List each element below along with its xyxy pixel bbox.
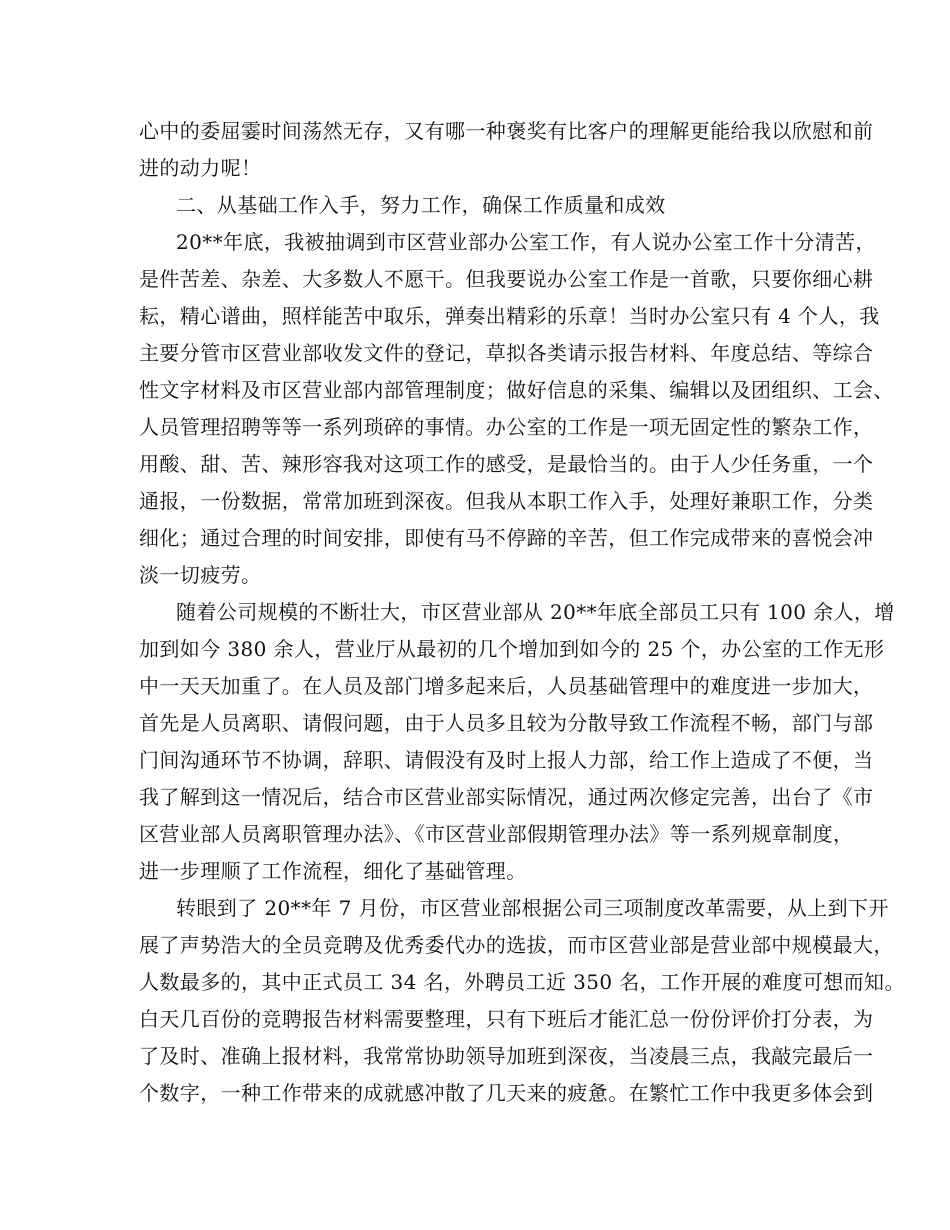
text-line: 进的动力呢！	[139, 156, 262, 180]
text-line: 通报，一份数据，常常加班到深夜。但我从本职工作入手，处理好兼职工作，分类	[139, 489, 874, 513]
text-line: 进一步理顺了工作流程，细化了基础管理。	[139, 859, 527, 883]
text-line: 心中的委屈霎时间荡然无存，又有哪一种褒奖有比客户的理解更能给我以欣慰和前	[139, 119, 874, 143]
text-line: 门间沟通环节不协调，辞职、请假没有及时上报人力部，给工作上造成了不便，当	[139, 748, 874, 772]
text-line: 了及时、准确上报材料，我常常协助领导加班到深夜，当凌晨三点，我敲完最后一	[139, 1044, 874, 1068]
section-heading: 二、从基础工作入手，努力工作，确保工作质量和成效	[176, 193, 666, 217]
text-line: 是件苦差、杂差、大多数人不愿干。但我要说办公室工作是一首歌，只要你细心耕	[139, 267, 874, 291]
text-line: 中一天天加重了。在人员及部门增多起来后，人员基础管理中的难度进一步加大，	[139, 674, 874, 698]
text-line: 展了声势浩大的全员竞聘及优秀委代办的选拔，而市区营业部是营业部中规模最大，	[139, 933, 894, 957]
text-line: 人数最多的，其中正式员工 34 名，外聘员工近 350 名，工作开展的难度可想而知。	[139, 970, 905, 994]
text-line: 加到如今 380 余人，营业厅从最初的几个增加到如今的 25 个，办公室的工作无形	[139, 637, 885, 661]
text-line: 性文字材料及市区营业部内部管理制度；做好信息的采集、编辑以及团组织、工会、	[139, 378, 894, 402]
text-line: 我了解到这一情况后，结合市区营业部实际情况，通过两次修定完善，出台了《市	[139, 785, 874, 809]
text-line: 细化；通过合理的时间安排，即使有马不停蹄的辛苦，但工作完成带来的喜悦会冲	[139, 526, 874, 550]
text-line: 首先是人员离职、请假问题，由于人员多且较为分散导致工作流程不畅，部门与部	[139, 711, 874, 735]
text-line: 人员管理招聘等等一系列琐碎的事情。办公室的工作是一项无固定性的繁杂工作，	[139, 415, 874, 439]
text-line: 淡一切疲劳。	[139, 563, 262, 587]
text-line: 用酸、甜、苦、辣形容我对这项工作的感受，是最恰当的。由于人少任务重，一个	[139, 452, 874, 476]
text-line: 区营业部人员离职管理办法》、《市区营业部假期管理办法》等一系列规章制度，	[139, 822, 854, 846]
text-line: 转眼到了 20**年 7 月份，市区营业部根据公司三项制度改革需要，从上到下开	[176, 896, 889, 920]
text-line: 耘，精心谱曲，照样能苦中取乐，弹奏出精彩的乐章！当时办公室只有 4 个人，我	[139, 304, 880, 328]
text-line: 个数字，一种工作带来的成就感冲散了几天来的疲惫。在繁忙工作中我更多体会到	[139, 1081, 874, 1105]
text-line: 随着公司规模的不断壮大，市区营业部从 20**年底全部员工只有 100 余人，增	[176, 600, 895, 624]
text-line: 主要分管市区营业部收发文件的登记，草拟各类请示报告材料、年度总结、等综合	[139, 341, 874, 365]
text-line: 白天几百份的竞聘报告材料需要整理，只有下班后才能汇总一份份评价打分表，为	[139, 1007, 874, 1031]
text-line: 20**年底，我被抽调到市区营业部办公室工作，有人说办公室工作十分清苦，	[176, 230, 876, 254]
